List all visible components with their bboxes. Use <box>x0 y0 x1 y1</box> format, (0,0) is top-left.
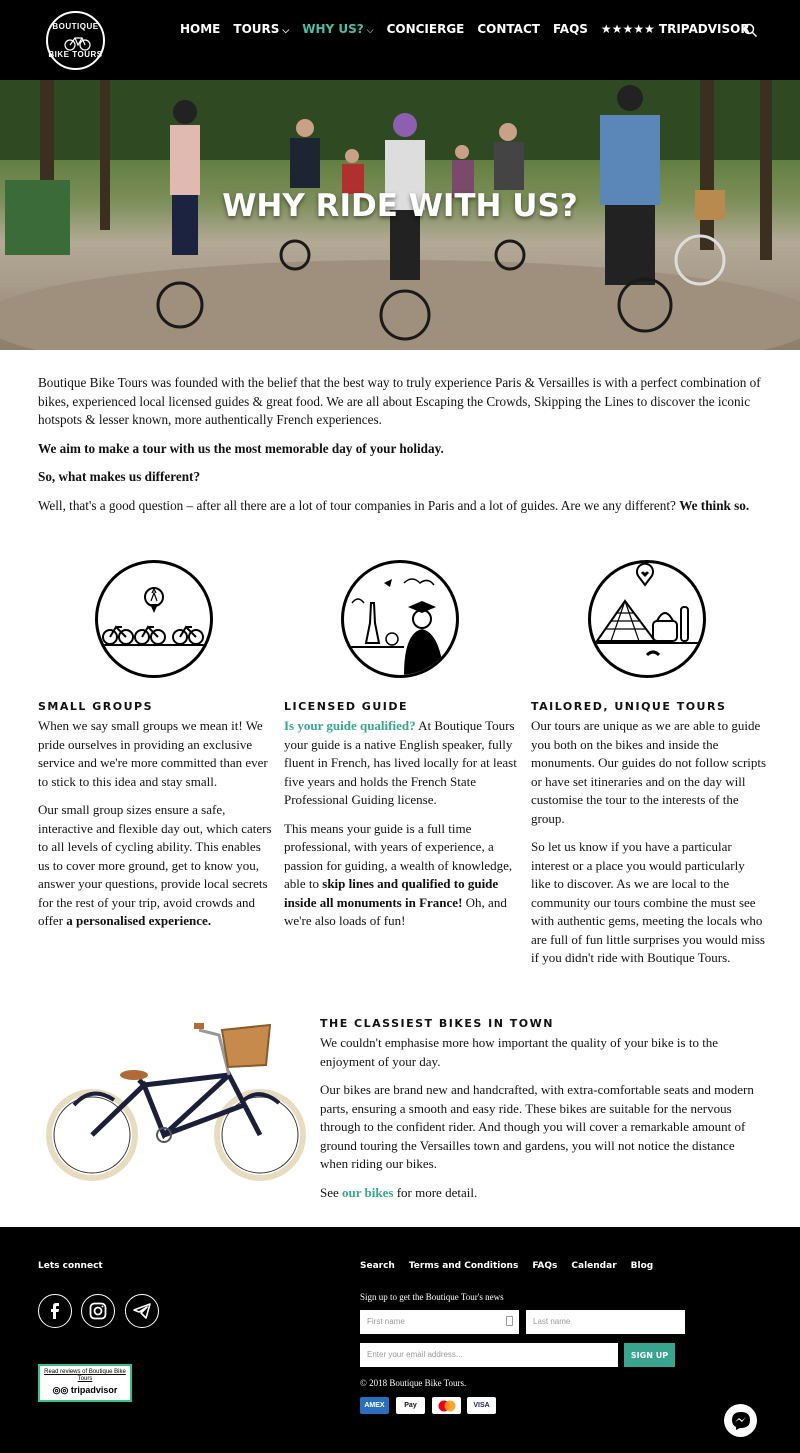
licensed-guide-p2-b: Oh, and we're also loads of fun! <box>284 894 507 928</box>
nav-label: WHY US? <box>302 22 364 36</box>
nav-contact[interactable] <box>477 22 540 36</box>
site-header <box>0 0 800 80</box>
bikes-p2: Our bikes are brand new and handcrafted, with extra-comfortable seats and modern parts, ensuring a smooth and easy ride. These bikes are suitable for the nervous through to the confident rider. And though you will cover a remarkable amount of ground touring the Versailles town and gardens, you will not notice the distance when riding our bikes. <box>320 1082 754 1171</box>
bikes-p1: We couldn't emphasise more how important the quality of your bike is to the enjoyment of your day. <box>320 1035 719 1069</box>
nav-label: FAQS <box>552 22 588 36</box>
intro-answer-bold: We think so. <box>679 497 750 513</box>
first-name-placeholder: First name <box>367 1317 405 1326</box>
visa-icon: VISA <box>467 1397 496 1414</box>
bikes-p3-b: for more detail. <box>396 1184 478 1200</box>
footer-link-terms[interactable]: Terms and Conditions <box>408 1261 519 1271</box>
nav-why-us[interactable] <box>302 22 373 36</box>
small-groups-p2 <box>38 801 274 931</box>
intro-answer-text: Well, that's a good question – after all there are a lot of tour companies in Paris and a lot of guides. Are we any different? <box>38 497 676 513</box>
email-placeholder: Enter your email address... <box>367 1350 463 1359</box>
chevron-down-icon: ⌵ <box>366 26 374 36</box>
tripadvisor-owl-icon: ◎◎ <box>52 1385 69 1395</box>
intro-section <box>38 374 762 525</box>
bikes-p3-a: See <box>320 1184 339 1200</box>
lets-connect-heading: Lets connect <box>38 1261 103 1271</box>
small-groups-p2-bold: a personalised experience. <box>66 913 212 928</box>
tripadvisor-badge[interactable] <box>38 1364 132 1402</box>
footer-link-faqs[interactable]: FAQs <box>532 1261 558 1271</box>
licensed-guide-p1-text: At Boutique Tours your guide is a native English speaker, fully fluent in French, has lived locally for at least five years and holds the French State Professional Guiding license. <box>284 718 517 807</box>
licensed-guide-p2 <box>284 820 520 931</box>
site-logo[interactable] <box>46 11 105 70</box>
tailored-tours-text <box>531 717 767 978</box>
classic-bike-image <box>44 1015 314 1195</box>
bike-icon <box>64 35 91 51</box>
last-name-input[interactable] <box>526 1310 685 1334</box>
nav-label: HOME <box>180 22 221 36</box>
newsletter-label: Sign up to get the Boutique Tour's news <box>360 1292 504 1302</box>
telegram-icon[interactable] <box>125 1294 159 1328</box>
footer-link-search[interactable]: Search <box>360 1261 395 1271</box>
facebook-icon[interactable] <box>38 1294 72 1328</box>
mastercard-icon <box>432 1397 461 1414</box>
guide-qualified-link[interactable]: Is your guide qualified? <box>284 718 416 733</box>
nav-label: TOURS <box>233 22 280 36</box>
footer-link-blog[interactable]: Blog <box>630 1261 654 1271</box>
licensed-guide-icon <box>341 560 459 678</box>
small-groups-text <box>38 717 274 941</box>
logo-top-text: BOUTIQUE <box>52 22 99 31</box>
hero-banner <box>0 80 800 350</box>
tailored-tours-icon <box>588 560 706 678</box>
amex-icon: AMEX <box>360 1397 389 1414</box>
nav-home[interactable] <box>180 22 220 36</box>
autofill-icon <box>506 1316 513 1326</box>
nav-tours[interactable] <box>233 22 289 36</box>
bikes-title: THE CLASSIEST BIKES IN TOWN <box>320 1017 554 1030</box>
licensed-guide-title: LICENSED GUIDE <box>284 700 408 713</box>
small-groups-p1: When we say small groups we mean it! We pride ourselves in providing an exclusive service and we're more committed than ever to stick to this idea and stay small. <box>38 718 268 789</box>
tripadvisor-brand-text: tripadvisor <box>70 1385 118 1395</box>
email-input[interactable] <box>360 1343 618 1367</box>
footer-links <box>360 1261 667 1271</box>
hero-title: WHY RIDE WITH US? <box>222 188 578 224</box>
small-groups-title: SMALL GROUPS <box>38 700 153 713</box>
nav-label: ★★★★★ TRIPADVISOR <box>600 22 750 36</box>
our-bikes-link[interactable]: our bikes <box>342 1184 394 1200</box>
nav-faqs[interactable] <box>553 22 588 36</box>
nav-label: CONTACT <box>477 22 540 36</box>
logo-bottom-text: BIKE TOURS <box>48 50 103 59</box>
main-nav <box>180 22 763 36</box>
nav-tripadvisor[interactable] <box>601 22 750 36</box>
site-footer <box>0 1227 800 1453</box>
bikes-text <box>320 1034 762 1212</box>
tailored-p1: Our tours are unique as we are able to guide you both on the bikes and inside the monuments. Our guides do not follow scripts or have set itineraries and on the day will customise the tour to the interests of the group. <box>531 718 767 826</box>
apple-pay-icon <box>396 1397 425 1414</box>
chevron-down-icon: ⌵ <box>282 26 290 36</box>
messenger-chat-icon[interactable] <box>724 1404 757 1437</box>
intro-answer <box>38 497 762 516</box>
tripadvisor-read-reviews: Read reviews of Boutique Bike Tours <box>44 1369 126 1382</box>
nav-concierge[interactable] <box>387 22 465 36</box>
search-icon[interactable] <box>743 23 758 38</box>
copyright: © 2018 Boutique Bike Tours. <box>360 1378 467 1388</box>
first-name-input[interactable] <box>360 1310 519 1334</box>
licensed-guide-p1 <box>284 717 520 810</box>
apple-pay-label: Pay <box>404 1402 417 1409</box>
small-groups-icon <box>95 560 213 678</box>
nav-label: CONCIERGE <box>386 22 465 36</box>
licensed-guide-text <box>284 717 520 941</box>
instagram-icon[interactable] <box>81 1294 115 1328</box>
tailored-p2: So let us know if you have a particular interest or a place you would particularly like to discover. As we are local to the community our tours combine the must see with authentic gems, meeting the locals who are full of fun little surprises you would miss if you didn't ride with Boutique Tours. <box>531 839 765 965</box>
small-groups-p2-text: Our small group sizes ensure a safe, interactive and flexible day out, which caters to all levels of cycling ability. This enables us to cover more ground, get to know you, answer your questions, provide local secrets for the rest of your trip, avoid crowds and offer <box>38 802 272 928</box>
bikes-p3 <box>320 1184 762 1203</box>
intro-paragraph: Boutique Bike Tours was founded with the belief that the best way to truly experience Paris & Versailles is with a perfect combination of bikes, experienced local licensed guides & great food. We are all about Escaping the Crowds, Skipping the Lines to discover the iconic hotspots & lesser known, more authentically French experiences. <box>38 375 761 427</box>
sign-up-button[interactable]: SIGN UP <box>624 1343 675 1367</box>
licensed-guide-p2-a: This means your guide is a full time professional, with years of experience, a passion for guiding, a wealth of knowledge, able to <box>284 820 513 891</box>
tailored-tours-title: TAILORED, UNIQUE TOURS <box>531 700 727 713</box>
last-name-placeholder: Last name <box>533 1317 571 1326</box>
licensed-guide-p2-bold: skip lines and qualified to guide inside all monuments in France! <box>284 876 499 910</box>
tripadvisor-brand <box>40 1385 130 1396</box>
footer-link-calendar[interactable]: Calendar <box>571 1261 617 1271</box>
intro-aim: We aim to make a tour with us the most memorable day of your holiday. <box>38 440 444 456</box>
intro-question: So, what makes us different? <box>38 469 201 484</box>
